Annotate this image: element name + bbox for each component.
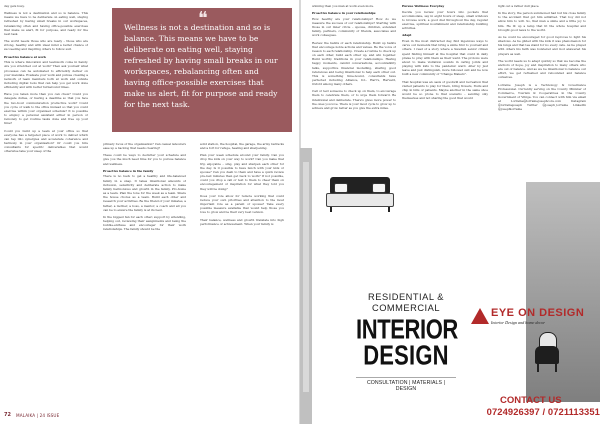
body-paragraph: winning then you man at work even more. bbox=[312, 4, 374, 8]
section-subheading: Adapt bbox=[402, 33, 412, 38]
section-subheading: Pursue Wellness Everyday bbox=[402, 4, 445, 8]
body-paragraph: Plan your week schedule around your family. Can you drop the kids on your way to work? Can you make that trip enjoyable – sing, play and sharpen each other for the day. Is it possible to have lunch with your kids or spouse? Can you dash to them and have a quick review pre-rest minutes then get back to work? If not possible, could you drop a call or text to them to cheer them on encouragement or inspiration for what they told you they will be doing? bbox=[200, 153, 284, 191]
interior-design-advert bbox=[300, 148, 600, 424]
brand-tagline: Interior Design and home decor bbox=[491, 320, 545, 325]
left-column-1 bbox=[4, 4, 88, 404]
ad-title-commercial: COMMERCIAL bbox=[371, 303, 441, 313]
ad-edge-decor-inner bbox=[303, 162, 309, 392]
body-paragraph: As be could be encouraged for good reproves to light his shadows. As he glided with the kids it was phenomenon for his lungs and that tea stand for no every cafe. As he prayed with others his faith was bolstered and God answered his prayers as well. bbox=[498, 34, 586, 56]
body-paragraph: Lorraine Joseph is a Technology & Governance Professional. Currently serving on the County Minister of Commerce, Tourism & Cooperatives in the County Government of Vihiga. You can connect with him via email at Lorraine@lorrainejosephcore.com Instagram @lorrainejoseph Twitter @joseph_lorraine LinkedIn @josephlorraine bbox=[498, 82, 586, 112]
section-subheading: Proactive balance in the family bbox=[103, 168, 154, 173]
body-paragraph: In the story, the person summoned had but his close family to the accident that got him admitted. That boy did not allow him to wilt. So, that man a smile and a little joy to him. He lit up a lamp that lit the whole hospital and brought good news to the world. bbox=[498, 11, 586, 32]
sofa-illustration bbox=[326, 175, 394, 213]
body-paragraph: Have you taken more than you can chew? Could you delegate duties, or having a deadline so that you face the two-hour communication productive work? Could you cycle or walk to the office instead so that you could exercise within your organised schedule? It is possible to employ a personal assistant either in person or remotely to get routine tasks done and free up your time? bbox=[4, 92, 88, 126]
body-paragraph: That hospital was an oasis of goodwill and recreation that visited patients to play for them, bring flowers, fruits and chip in bills of patients. Maybe another in the same shoe would be so prone to that scenario – sending only themselves and not sharing the good that would bbox=[402, 79, 488, 101]
quote-mark-icon: ❝ bbox=[198, 8, 208, 29]
body-paragraph: How healthy are your relationships? How do we measure the success of our relationships? Starting with those in our inner circle – spouse, children, extended family, partners, community of friends, associates and work colleagues. bbox=[312, 16, 396, 38]
contact-us-label: CONTACT US bbox=[500, 395, 562, 406]
brand-name: EYE ON DESIGN bbox=[491, 307, 585, 319]
pull-quote-box bbox=[112, 8, 292, 132]
ad-services: CONSULTATION | MATERIALS | DESIGN bbox=[356, 377, 456, 392]
body-paragraph: The world needs us to adapt quickly so that we become the anchors of hope, joy and inspiration to many others who are out of balance. And as we be intentional to balance our effort, we get refreshed and rebounded and balance ourselves. bbox=[498, 58, 586, 80]
body-paragraph: These could be ways to declutter your schedule and give you the much need time for you to pursue balance and wellness. bbox=[103, 153, 186, 166]
brand-logo bbox=[471, 308, 591, 326]
body-paragraph: Review the habits of each relationship. Build up habits that encourage noble actions and values. Be the voice of reason to each relationship. Create a routine to check up on each other, build each other up, and win together. Build worthy traditions in your relationships. Having happy moments, candid conversations, accountability talks, supportive financial modelling, sharing good references and being intentional to help each other out. This is something time-bound, consultants have perfected including Alliance, D.L. Hart's, Harvard, Oxford among many others. bbox=[312, 40, 396, 87]
ad-title-residential: RESIDENTIAL & bbox=[368, 292, 444, 302]
body-paragraph: There is no back to get a healthy and life-balanced family in a snap. It takes intentional amounts of inclusion, sensitivity and deliberate action to make family harmonious and growth in the family. Pro-home as a team. Plan the tone for the week as a team. Share the house chores as a team. Build each other and research your activities. Be the friend of your inmates, a father, a mother, a boss, a mentor, a coach and all you can be to ensure the family is at its best. bbox=[103, 174, 186, 212]
right-page bbox=[300, 0, 600, 424]
body-paragraph: day gets busy. bbox=[4, 4, 25, 8]
body-paragraph: solid station, the hospital, the garage, the army barracks and a fort for refuge, healing and sharpening. bbox=[200, 142, 284, 151]
body-paragraph: Their balance, wellness and growth translate into high performance or achievement. When your family is bbox=[200, 217, 284, 226]
body-paragraph: primary focus of the organisation? Can casual labourers ease up a backlog that needs clearing? bbox=[103, 142, 186, 151]
left-column-2 bbox=[103, 142, 186, 404]
ad-headline-interior: INTERIOR bbox=[356, 313, 458, 345]
left-column-3 bbox=[200, 142, 284, 404]
eye-triangle-icon bbox=[471, 308, 489, 324]
body-paragraph: The world needs those who are ready – those who are strong, healthy and with ideal mind a better chance of succeeding and inspiring others to follow suit. bbox=[4, 39, 88, 52]
body-paragraph: Could you build up a team at your office so that everyone has a targeted piece of work to deliver which can tap into synergies and accelerate coherence and harmony in your organisation? Or could you hire consultants for specific deliverables that would otherwise take your sleep of the bbox=[4, 128, 88, 154]
ad-headline-design: DESIGN bbox=[363, 339, 449, 371]
body-paragraph: Even in the most distracted day, find ingenious ways to carve out moments that bring a smile first to yourself and others. I read of a story where a Swedish senior citizen spent finding himself at the hospital that could in daily praise to pray with them as their ward. The protons were about to make visitation sounds in caring joints and playing with kids to the pandemic ward. Alter by just leave and just distinguish, more followed suit and he now built a new community of "Change Makers". bbox=[402, 39, 488, 77]
issue-label: MALAIKA | 24 ISSUE bbox=[16, 412, 60, 418]
body-paragraph: Call or text someone to check up on them, to encourage them to celebrate them, or to urge them forward. Be intentional and deliberate. There's gives more power to the ones you love. There is your most cycle to grow up to achieve and grow better as you give the extra miles. bbox=[312, 89, 396, 110]
section-subheading: Proactive balance in your relationships bbox=[312, 11, 376, 16]
contact-phone-numbers: 0724926397 / 0721113351 bbox=[486, 406, 600, 417]
body-paragraph: Wellness is not a destination and so is balance. This means we have to be deliberate on eating well, staying refreshed by having small breaks in our workspaces, rebalancing often and having office-possible exercises that make us alert, fit for purpose, and ready for the next task. bbox=[4, 11, 88, 36]
pull-quote-text: Wellness is not a destination and so is balance. This means we have to be deliberate on eating well, staying refreshed by having small breaks in our workspaces, rebalancing often and having office-possible exercises that make us alert, fit for purpose and ready for the next task. bbox=[124, 23, 278, 109]
body-paragraph: This is where innovation and teamwork come in handy. Are you stretched out at work? Then ask yourself what processes can be automated to efficiently deliver on your mandate. Evaluate your work and pursue creating a network of team members both at work and outside including digital tools that can help you get work done efficiently and with better turnaround times. bbox=[4, 60, 88, 90]
armchair-illustration bbox=[535, 332, 569, 374]
section-subheading: Proactive balance at work bbox=[4, 54, 46, 59]
body-paragraph: In the biggest fan for each other; support by attending, helping out, reviewing their assignments and being the bubble-enthuse and encourager for their work relationships. The family should be the bbox=[103, 214, 186, 232]
page-number: 72 bbox=[4, 412, 11, 418]
body-paragraph: light out a rather dull place. bbox=[498, 4, 540, 8]
body-paragraph: Does your role allow for remote working that could reduce your own priorities and attention to the most important role as a parent or spouse? Take every possible measure available that would help those you love to grow and be their very best version. bbox=[200, 193, 284, 215]
body-paragraph: Decide you review your hours into pockets that accommodate, say in eight hours of sleep, small windows to browse work, a good diet throughout the day, regular exercise, spiritual nourishment and relationship building activities. bbox=[402, 9, 488, 31]
